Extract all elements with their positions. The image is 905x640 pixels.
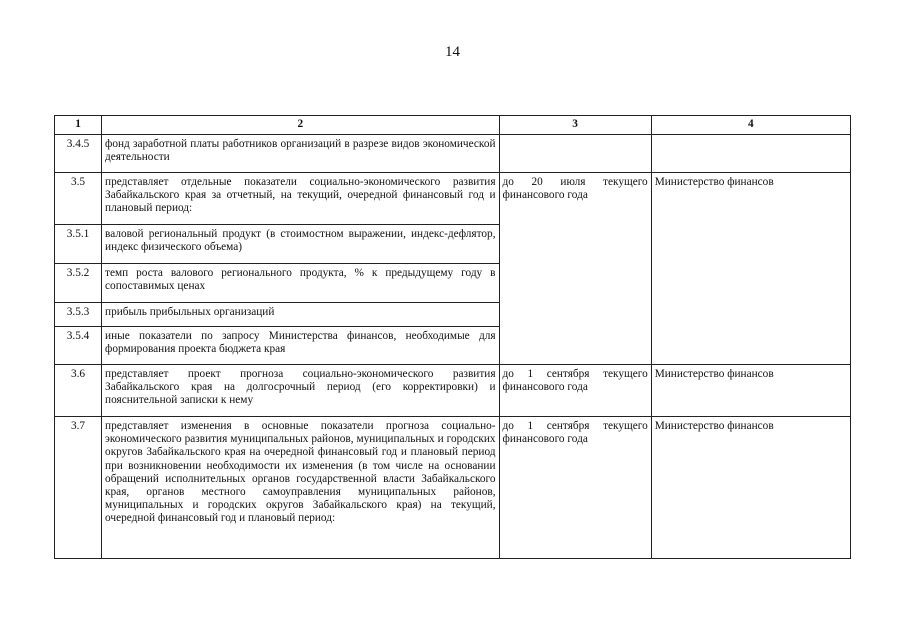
item-number: 3.5.2 bbox=[55, 264, 102, 303]
item-term: до 1 сентября текущего финансового года bbox=[499, 417, 651, 559]
item-text: фонд заработной платы работников организаций в разрезе видов экономической деятельности bbox=[102, 135, 499, 173]
item-text: прибыль прибыльных организаций bbox=[102, 303, 499, 327]
item-text: представляет отдельные показатели социально-экономического развития Забайкальского края за отчетный, на текущий, очередной финансовый год и плановый период: bbox=[102, 173, 499, 225]
table-row bbox=[55, 135, 851, 173]
item-term: до 1 сентября текущего финансового года bbox=[499, 365, 651, 417]
item-number: 3.5.1 bbox=[55, 225, 102, 264]
item-text: представляет изменения в основные показатели прогноза социально-экономического развития муниципальных районов, муниципальных и городских округов Забайкальского края на очередной финансовый год и плановый период при возникновении необходимости их изменения (в том числе на основании обращений исполнительных органов государственной власти Забайкальского края, органов местного самоуправления муниципальных районов, муниципальных и городских округов Забайкальского края) на текущий, очередной финансовый год и плановый период: bbox=[102, 417, 499, 559]
column-header: 4 bbox=[651, 116, 850, 135]
item-number: 3.6 bbox=[55, 365, 102, 417]
column-header: 3 bbox=[499, 116, 651, 135]
item-number: 3.5.3 bbox=[55, 303, 102, 327]
column-header: 1 bbox=[55, 116, 102, 135]
item-term: до 20 июля текущего финансового года bbox=[499, 173, 651, 365]
item-responsible: Министерство финансов bbox=[651, 173, 850, 365]
document-table bbox=[54, 115, 851, 559]
item-responsible: Министерство финансов bbox=[651, 417, 850, 559]
item-number: 3.5.4 bbox=[55, 327, 102, 365]
item-text: иные показатели по запросу Министерства финансов, необходимые для формирования проекта бюджета края bbox=[102, 327, 499, 365]
table-row bbox=[55, 173, 851, 225]
item-number: 3.7 bbox=[55, 417, 102, 559]
item-number: 3.5 bbox=[55, 173, 102, 225]
item-term bbox=[499, 135, 651, 173]
item-text: представляет проект прогноза социально-экономического развития Забайкальского края на долгосрочный период (его корректировки) и пояснительной записки к нему bbox=[102, 365, 499, 417]
column-header: 2 bbox=[102, 116, 499, 135]
item-text: валовой региональный продукт (в стоимостном выражении, индекс-дефлятор, индекс физического объема) bbox=[102, 225, 499, 264]
item-responsible bbox=[651, 135, 850, 173]
table-header-row bbox=[55, 116, 851, 135]
item-number: 3.4.5 bbox=[55, 135, 102, 173]
item-text: темп роста валового регионального продукта, % к предыдущему году в сопоставимых ценах bbox=[102, 264, 499, 303]
item-responsible: Министерство финансов bbox=[651, 365, 850, 417]
table-row bbox=[55, 365, 851, 417]
page-number: 14 bbox=[445, 44, 460, 60]
table-row bbox=[55, 417, 851, 559]
